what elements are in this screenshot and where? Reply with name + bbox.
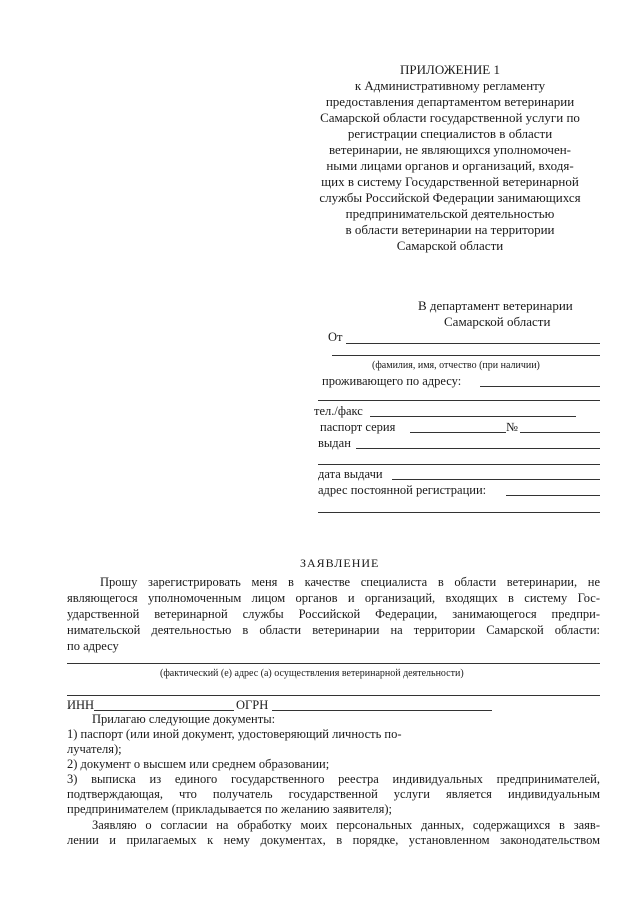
doc-item: 3) выписка из единого государственного реестра индивидуальных предпринимателей, [67,772,600,786]
address-caption: (фактический (е) адрес (а) осуществления ветеринарной деятельности) [160,668,464,679]
appendix-line: к Административному регламенту [354,78,546,93]
consent-line: Заявляю о согласии на обработку моих персональных данных, содержащихся в заяв- [92,818,600,832]
phone-input-line[interactable] [370,416,576,417]
passport-series-input-line[interactable] [410,432,506,433]
appendix-line: ветеринарии, не являющихся уполномочен- [328,142,572,157]
registration-input-line[interactable] [506,495,600,496]
inn-input-line[interactable] [94,710,234,711]
appendix-line: регистрации специалистов в области [347,126,553,141]
from-label: От [328,330,343,344]
ogrn-input-line[interactable] [272,710,492,711]
from-input-line[interactable] [346,343,600,344]
issue-date-label: дата выдачи [318,467,383,481]
issue-date-input-line[interactable] [392,479,600,480]
appendix-line: Самарской области государственной услуги по [320,110,580,125]
doc-item: 2) документ о высшем или среднем образовании; [67,757,330,771]
registration-label: адрес постоянной регистрации: [318,483,487,497]
appendix-line: службы Российской Федерации занимающихся [319,190,581,205]
inn-label: ИНН [67,698,95,712]
statement-body-line: ударственной ветеринарной службы Российской Федерации, занимающегося предпри- [67,607,600,621]
statement-title: ЗАЯВЛЕНИЕ [300,556,380,570]
attach-intro: Прилагаю следующие документы: [92,712,276,726]
appendix-line: предпринимательской деятельностью [345,206,555,221]
issued-label: выдан [318,436,351,450]
doc-item: 1) паспорт (или иной документ, удостоверяющий личность по- [67,727,402,741]
doc-item: предпринимателем (прикладывается по желанию заявителя); [67,802,393,816]
doc-item: лучателя); [67,742,122,756]
appendix-line: щих в систему Государственной ветеринарной [321,174,579,189]
address-input-line-2[interactable] [318,400,600,401]
consent-line: лении и прилагаемых к нему документах, в порядке, установленном законодательством [67,833,600,847]
addressee-line2: Самарской области [444,314,551,329]
fio-input-line[interactable] [332,355,600,356]
address-input-line[interactable] [480,386,600,387]
actual-address-input-line-2[interactable] [67,695,600,696]
passport-number-input-line[interactable] [520,432,600,433]
phone-label: тел./факс [314,404,363,418]
appendix-line: ными лицами органов и организаций, входя- [326,158,574,173]
appendix-line: предоставления департаментом ветеринарии [325,94,575,109]
number-label: № [506,420,518,434]
appendix-line: Самарской области [396,238,504,253]
appendix-title: ПРИЛОЖЕНИЕ 1 [400,62,500,77]
by-address-label: по адресу [67,639,119,653]
address-label: проживающего по адресу: [322,374,462,388]
ogrn-label: ОГРН [236,698,269,712]
issued-input-line[interactable] [356,448,600,449]
registration-input-line-2[interactable] [318,512,600,513]
doc-item: подтверждающая, что получатель государственной услуги является индивидуальным [67,787,600,801]
passport-label: паспорт серия [320,420,396,434]
statement-body-line: Прошу зарегистрировать меня в качестве специалиста в области ветеринарии, не [100,575,600,589]
actual-address-input-line[interactable] [67,663,600,664]
statement-body-line: являющегося уполномоченным лицом органов и организаций, входящих в систему Гос- [67,591,600,605]
appendix-line: в области ветеринарии на территории [345,222,555,237]
issued-input-line-2[interactable] [318,464,600,465]
statement-body-line: нимательской деятельностью в области ветеринарии на территории Самарской области: [67,623,600,637]
addressee-line1: В департамент ветеринарии [418,298,573,313]
fio-caption: (фамилия, имя, отчество (при наличии) [372,360,540,371]
